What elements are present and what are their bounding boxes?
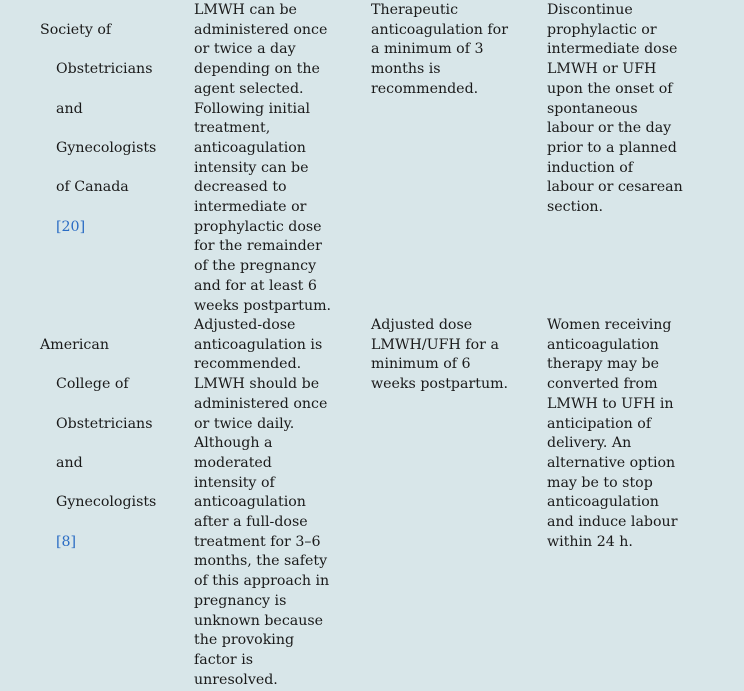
organization-line: College of: [56, 376, 129, 393]
initial-treatment-cell: Adjusted-dose anticoagulation is recommended. LMWH should be administered once or twice daily. Although a moderated intensity of anticoagulation after a full-dose treatment for 3–6 months, the safety of this approach in pregnancy is unknown because the provoking factor is unresolved.: [194, 317, 330, 688]
initial-treatment-cell: LMWH can be administered once or twice a day depending on the agent selected. Following initial treatment, anticoagulation intensity can be decreased to intermediate or prophylactic dose for the remainder of the pregnancy and for at least 6 weeks postpartum.: [194, 2, 332, 314]
organization-line: and: [56, 100, 83, 117]
organization-line: Gynecologists: [56, 139, 157, 156]
organization-line: and: [56, 454, 83, 471]
organization-line: of Canada: [56, 179, 129, 196]
reference-link[interactable]: [20]: [56, 218, 86, 235]
organization-line: Obstetricians: [56, 415, 153, 432]
organization-line: American: [40, 336, 109, 353]
delivery-management-cell: Discontinue prophylactic or intermediate dose LMWH or UFH upon the onset of spontaneous labour or the day prior to a planned induction of labour or cesarean section.: [547, 2, 683, 216]
organization-line: Gynecologists: [56, 494, 157, 511]
duration-cell: Adjusted dose LMWH/UFH for a minimum of 6 weeks postpartum.: [371, 317, 509, 393]
reference-link[interactable]: [8]: [56, 533, 77, 550]
duration-cell: Therapeutic anticoagulation for a minimum of 3 months is recommended.: [371, 2, 508, 97]
organization-cell: [40, 316, 190, 572]
organization-line: Society of: [40, 21, 112, 38]
organization-cell: [40, 1, 190, 257]
organization-line: Obstetricians: [56, 61, 153, 78]
delivery-management-cell: Women receiving anticoagulation therapy may be converted from LMWH to UFH in anticipation of delivery. An alternative option may be to stop anticoagulation and induce labour within 24 h.: [547, 317, 678, 550]
